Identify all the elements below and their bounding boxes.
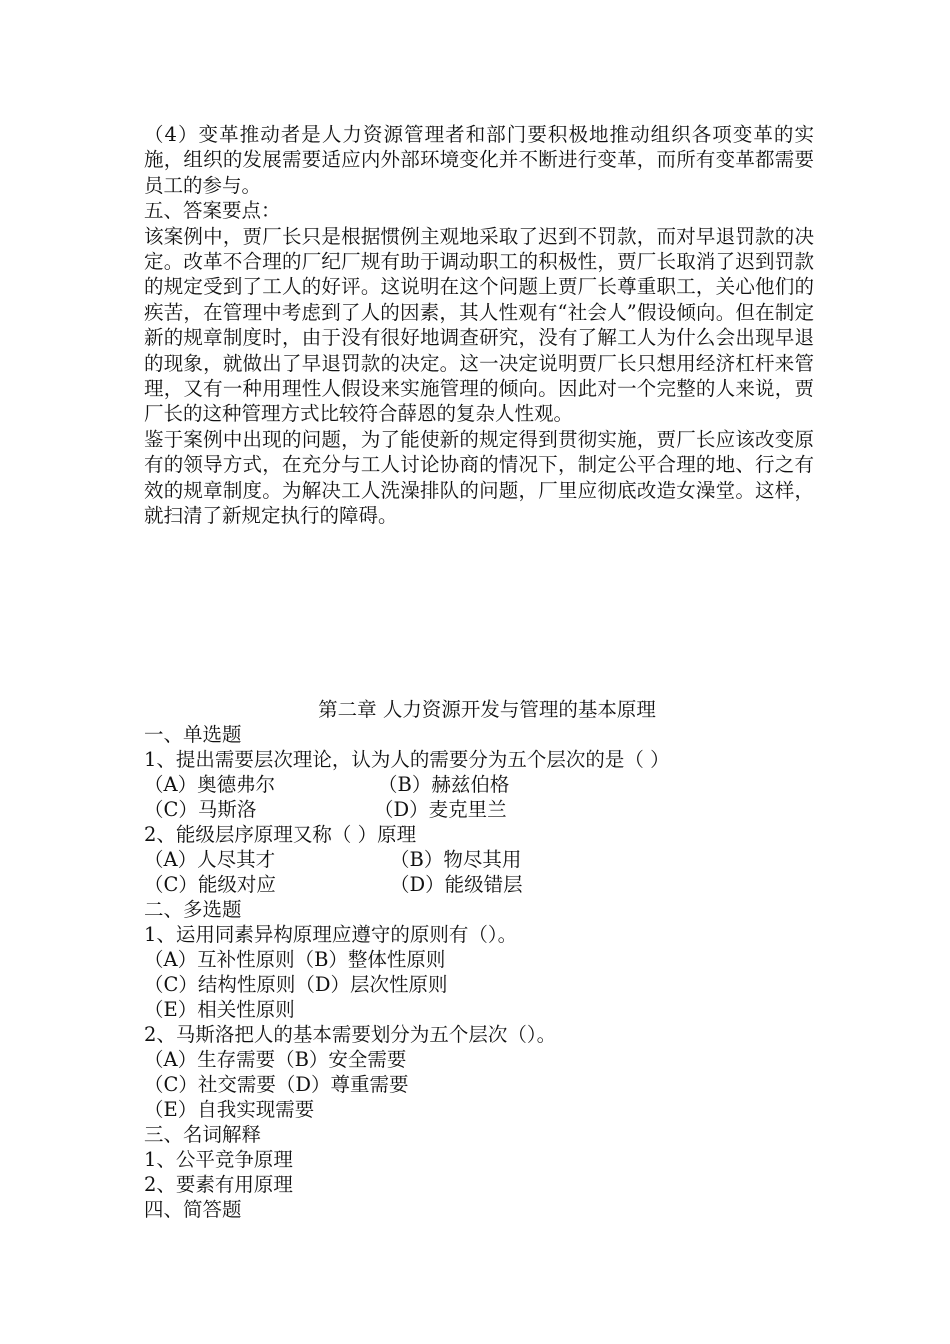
single-q2-options-cd: [144, 872, 814, 897]
option-d: （D）能级错层: [390, 873, 523, 896]
answer-section: [144, 122, 814, 529]
multi-q1-option-e: （E）相关性原则: [144, 998, 295, 1021]
answer-points-heading: 五、答案要点：: [144, 199, 281, 223]
short-answer-heading: 四、简答题: [144, 1198, 242, 1221]
single-choice-heading: 一、单选题: [144, 723, 242, 746]
option-b: （B）赫兹伯格: [378, 773, 510, 796]
paragraph-case-analysis: 该案例中，贾厂长只是根据惯例主观地采取了迟到不罚款，而对早退罚款的决定。改革不合理的厂纪厂规有助于调动职工的积极性，贾厂长取消了迟到罚款的规定受到了工人的好评。这说明在这个问题上贾厂长尊重职工，关心他们的疾苦，在管理中考虑到了人的因素，其人性观有“社会人”假设倾向。但在制定新的规章制度时，由于没有很好地调查研究，没有了解工人为什么会出现早退的现象，就做出了早退罚款的决定。这一决定说明贾厂长只想用经济杠杆来管理，又有一种用理性人假设来实施管理的倾向。因此对一个完整的人来说，贾厂长的这种管理方式比较符合薛恩的复杂人性观。: [144, 224, 814, 426]
single-question-1: 1、提出需要层次理论，认为人的需要分为五个层次的是（ ）: [144, 748, 670, 771]
single-q1-options-cd: [144, 797, 814, 822]
option-b: （B）物尽其用: [390, 848, 522, 871]
multi-question-2: 2、马斯洛把人的基本需要划分为五个层次（）。: [144, 1023, 557, 1046]
multi-q1-options-ab: （A）互补性原则（B）整体性原则: [144, 948, 446, 971]
multi-q2-options-cd: （C）社交需要（D）尊重需要: [144, 1073, 409, 1096]
option-c: （C）能级对应: [144, 873, 276, 896]
single-q1-options-ab: [144, 772, 814, 797]
paragraph-change-agent: （4）变革推动者是人力资源管理者和部门要积极地推动组织各项变革的实施，组织的发展需要适应内外部环境变化并不断进行变革，而所有变革都需要员工的参与。: [144, 123, 814, 197]
multi-q2-options-ab: （A）生存需要（B）安全需要: [144, 1048, 407, 1071]
multi-q1-options-cd: （C）结构性原则（D）层次性原则: [144, 973, 448, 996]
term-2: 2、要素有用原理: [144, 1173, 293, 1196]
single-question-2: 2、能级层序原理又称（ ）原理: [144, 823, 417, 846]
term-1: 1、公平竞争原理: [144, 1148, 293, 1171]
option-a: （A）人尽其才: [144, 848, 276, 871]
terms-heading: 三、名词解释: [144, 1123, 262, 1146]
paragraph-recommendation: 鉴于案例中出现的问题，为了能使新的规定得到贯彻实施，贾厂长应该改变原有的领导方式，在充分与工人讨论协商的情况下，制定公平合理的地、行之有效的规章制度。为解决工人洗澡排队的问题，厂里应彻底改造女澡堂。这样，就扫清了新规定执行的障碍。: [144, 427, 814, 528]
option-c: （C）马斯洛: [144, 798, 257, 821]
single-q2-options-ab: [144, 847, 814, 872]
chapter-two-section: [144, 697, 814, 1222]
chapter-title: 第二章 人力资源开发与管理的基本原理: [318, 698, 656, 721]
option-d: （D）麦克里兰: [374, 798, 507, 821]
multi-question-1: 1、运用同素异构原理应遵守的原则有（）。: [144, 923, 518, 946]
option-a: （A）奥德弗尔: [144, 773, 276, 796]
multi-q2-option-e: （E）自我实现需要: [144, 1098, 315, 1121]
multi-choice-heading: 二、多选题: [144, 898, 242, 921]
